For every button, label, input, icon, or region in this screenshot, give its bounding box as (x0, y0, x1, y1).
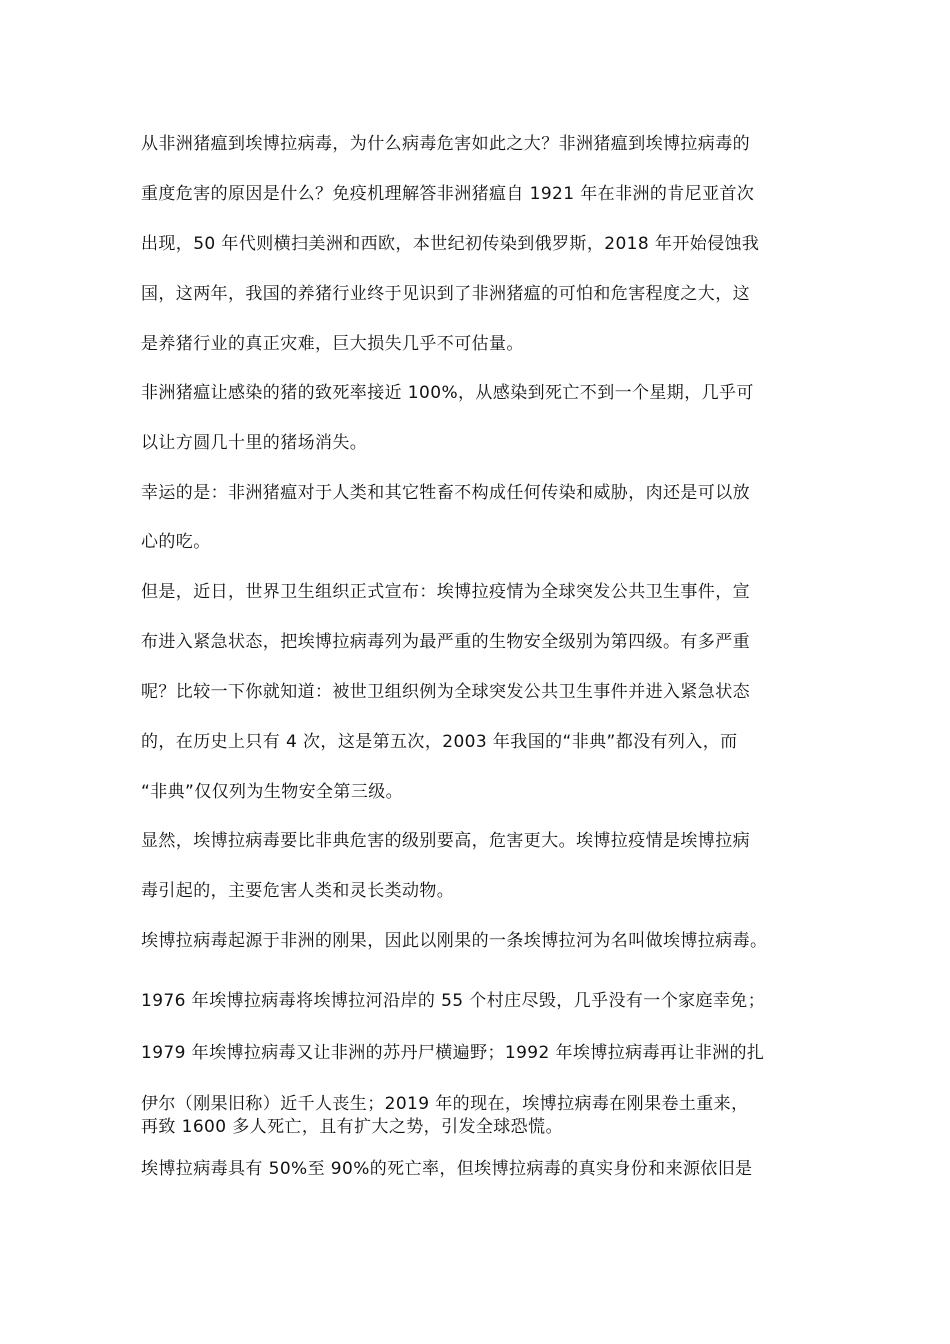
text-line: 心的吃。 (141, 532, 211, 552)
text-line: 埃博拉病毒具有 50%至 90%的死亡率，但埃博拉病毒的真实身份和来源依旧是 (141, 1159, 753, 1179)
text-line: 呢？比较一下你就知道：被世卫组织例为全球突发公共卫生事件并进入紧急状态 (141, 682, 750, 702)
text-line: 国，这两年，我国的养猪行业终于见识到了非洲猪瘟的可怕和危害程度之大，这 (141, 284, 750, 304)
text-line: 1976 年埃博拉病毒将埃博拉河沿岸的 55 个村庄尽毁，几乎没有一个家庭幸免； (141, 991, 766, 1011)
text-line: 再致 1600 多人死亡，且有扩大之势，引发全球恐慌。 (141, 1117, 563, 1137)
text-line: 埃博拉病毒起源于非洲的刚果，因此以刚果的一条埃博拉河为名叫做埃博拉病毒。 (141, 931, 768, 951)
text-line: 是养猪行业的真正灾难，巨大损失几乎不可估量。 (141, 334, 524, 354)
text-line: 显然，埃博拉病毒要比非典危害的级别要高，危害更大。埃博拉疫情是埃博拉病 (141, 831, 750, 851)
text-line: “非典”仅仅列为生物安全第三级。 (141, 782, 404, 802)
text-line: 的，在历史上只有 4 次，这是第五次，2003 年我国的“非典”都没有列入，而 (141, 732, 738, 752)
text-line: 幸运的是：非洲猪瘟对于人类和其它牲畜不构成任何传染和威胁，肉还是可以放 (141, 483, 750, 503)
text-line: 毒引起的，主要危害人类和灵长类动物。 (141, 881, 455, 901)
text-line: 非洲猪瘟让感染的猪的致死率接近 100%，从感染到死亡不到一个星期，几乎可 (141, 383, 754, 403)
text-line: 从非洲猪瘟到埃博拉病毒，为什么病毒危害如此之大？非洲猪瘟到埃博拉病毒的 (141, 134, 750, 154)
text-line: 以让方圆几十里的猪场消失。 (141, 433, 368, 453)
text-line: 1979 年埃博拉病毒又让非洲的苏丹尸横遍野；1992 年埃博拉病毒再让非洲的扎 (141, 1043, 765, 1063)
text-line: 伊尔（刚果旧称）近千人丧生；2019 年的现在，埃博拉病毒在刚果卷土重来， (141, 1094, 749, 1114)
text-line: 但是，近日，世界卫生组织正式宣布：埃博拉疫情为全球突发公共卫生事件，宣 (141, 582, 750, 602)
text-line: 布进入紧急状态，把埃博拉病毒列为最严重的生物安全级别为第四级。有多严重 (141, 632, 750, 652)
text-line: 重度危害的原因是什么？免疫机理解答非洲猪瘟自 1921 年在非洲的肯尼亚首次 (141, 184, 755, 204)
text-line: 出现，50 年代则横扫美洲和西欧，本世纪初传染到俄罗斯，2018 年开始侵蚀我 (141, 234, 760, 254)
